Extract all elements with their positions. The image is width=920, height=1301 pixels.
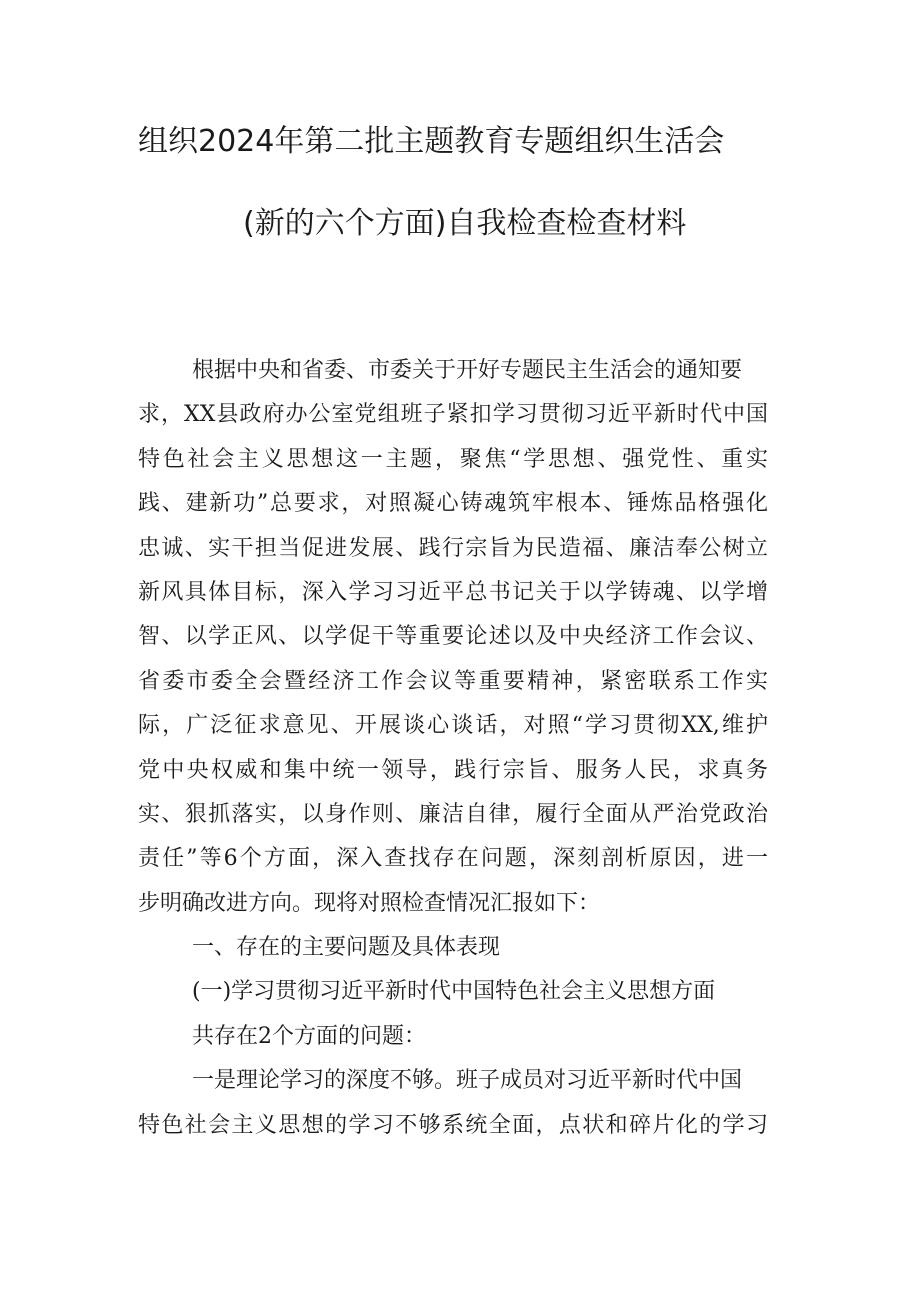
body-line: 省委市委全会暨经济工作会议等重要精神，紧密联系工作实 (138, 668, 768, 694)
document-title-line-2: (新的六个方面)自我检查检查材料 (243, 206, 687, 241)
body-line: 求，XX县政府办公室党组班子紧扣学习贯彻习近平新时代中国 (138, 402, 768, 428)
document-title-line-1: 组织2024年第二批主题教育专题组织生活会 (138, 124, 725, 159)
body-line: 根据中央和省委、市委关于开好专题民主生活会的通知要 (192, 358, 743, 383)
body-line: 党中央权威和集中统一领导，践行宗旨、服务人民，求真务 (138, 757, 768, 783)
subsection-heading: (一)学习贯彻习近平新时代中国特色社会主义思想方面 (192, 979, 716, 1005)
body-line: 实、狠抓落实，以身作则、廉洁自律，履行全面从严治党政治 (138, 801, 768, 827)
body-line: 智、以学正风、以学促干等重要论述以及中央经济工作会议、 (138, 624, 768, 650)
document-body (138, 349, 778, 1148)
body-line: 特色社会主义思想这一主题，聚焦“学思想、强党性、重实 (138, 446, 768, 472)
body-line: 际，广泛征求意见、开展谈心谈话，对照“学习贯彻XX,维护 (138, 713, 768, 739)
body-line: 践、建新功”总要求，对照凝心铸魂筑牢根本、锤炼品格强化 (138, 491, 768, 517)
body-line: 共存在2个方面的问题： (192, 1023, 426, 1049)
body-line: 特色社会主义思想的学习不够系统全面，点状和碎片化的学习 (138, 1112, 768, 1138)
body-line: 步明确改进方向。现将对照检查情况汇报如下： (138, 890, 601, 916)
body-line: 一是理论学习的深度不够。班子成员对习近平新时代中国 (192, 1068, 743, 1094)
body-line: 新风具体目标，深入学习习近平总书记关于以学铸魂、以学增 (138, 579, 768, 605)
body-line: 责任”等6个方面，深入查找存在问题，深刻剖析原因，进一 (138, 846, 768, 872)
body-line: 忠诚、实干担当促进发展、践行宗旨为民造福、廉洁奉公树立 (138, 535, 768, 561)
section-heading: 一、存在的主要问题及具体表现 (192, 935, 501, 961)
